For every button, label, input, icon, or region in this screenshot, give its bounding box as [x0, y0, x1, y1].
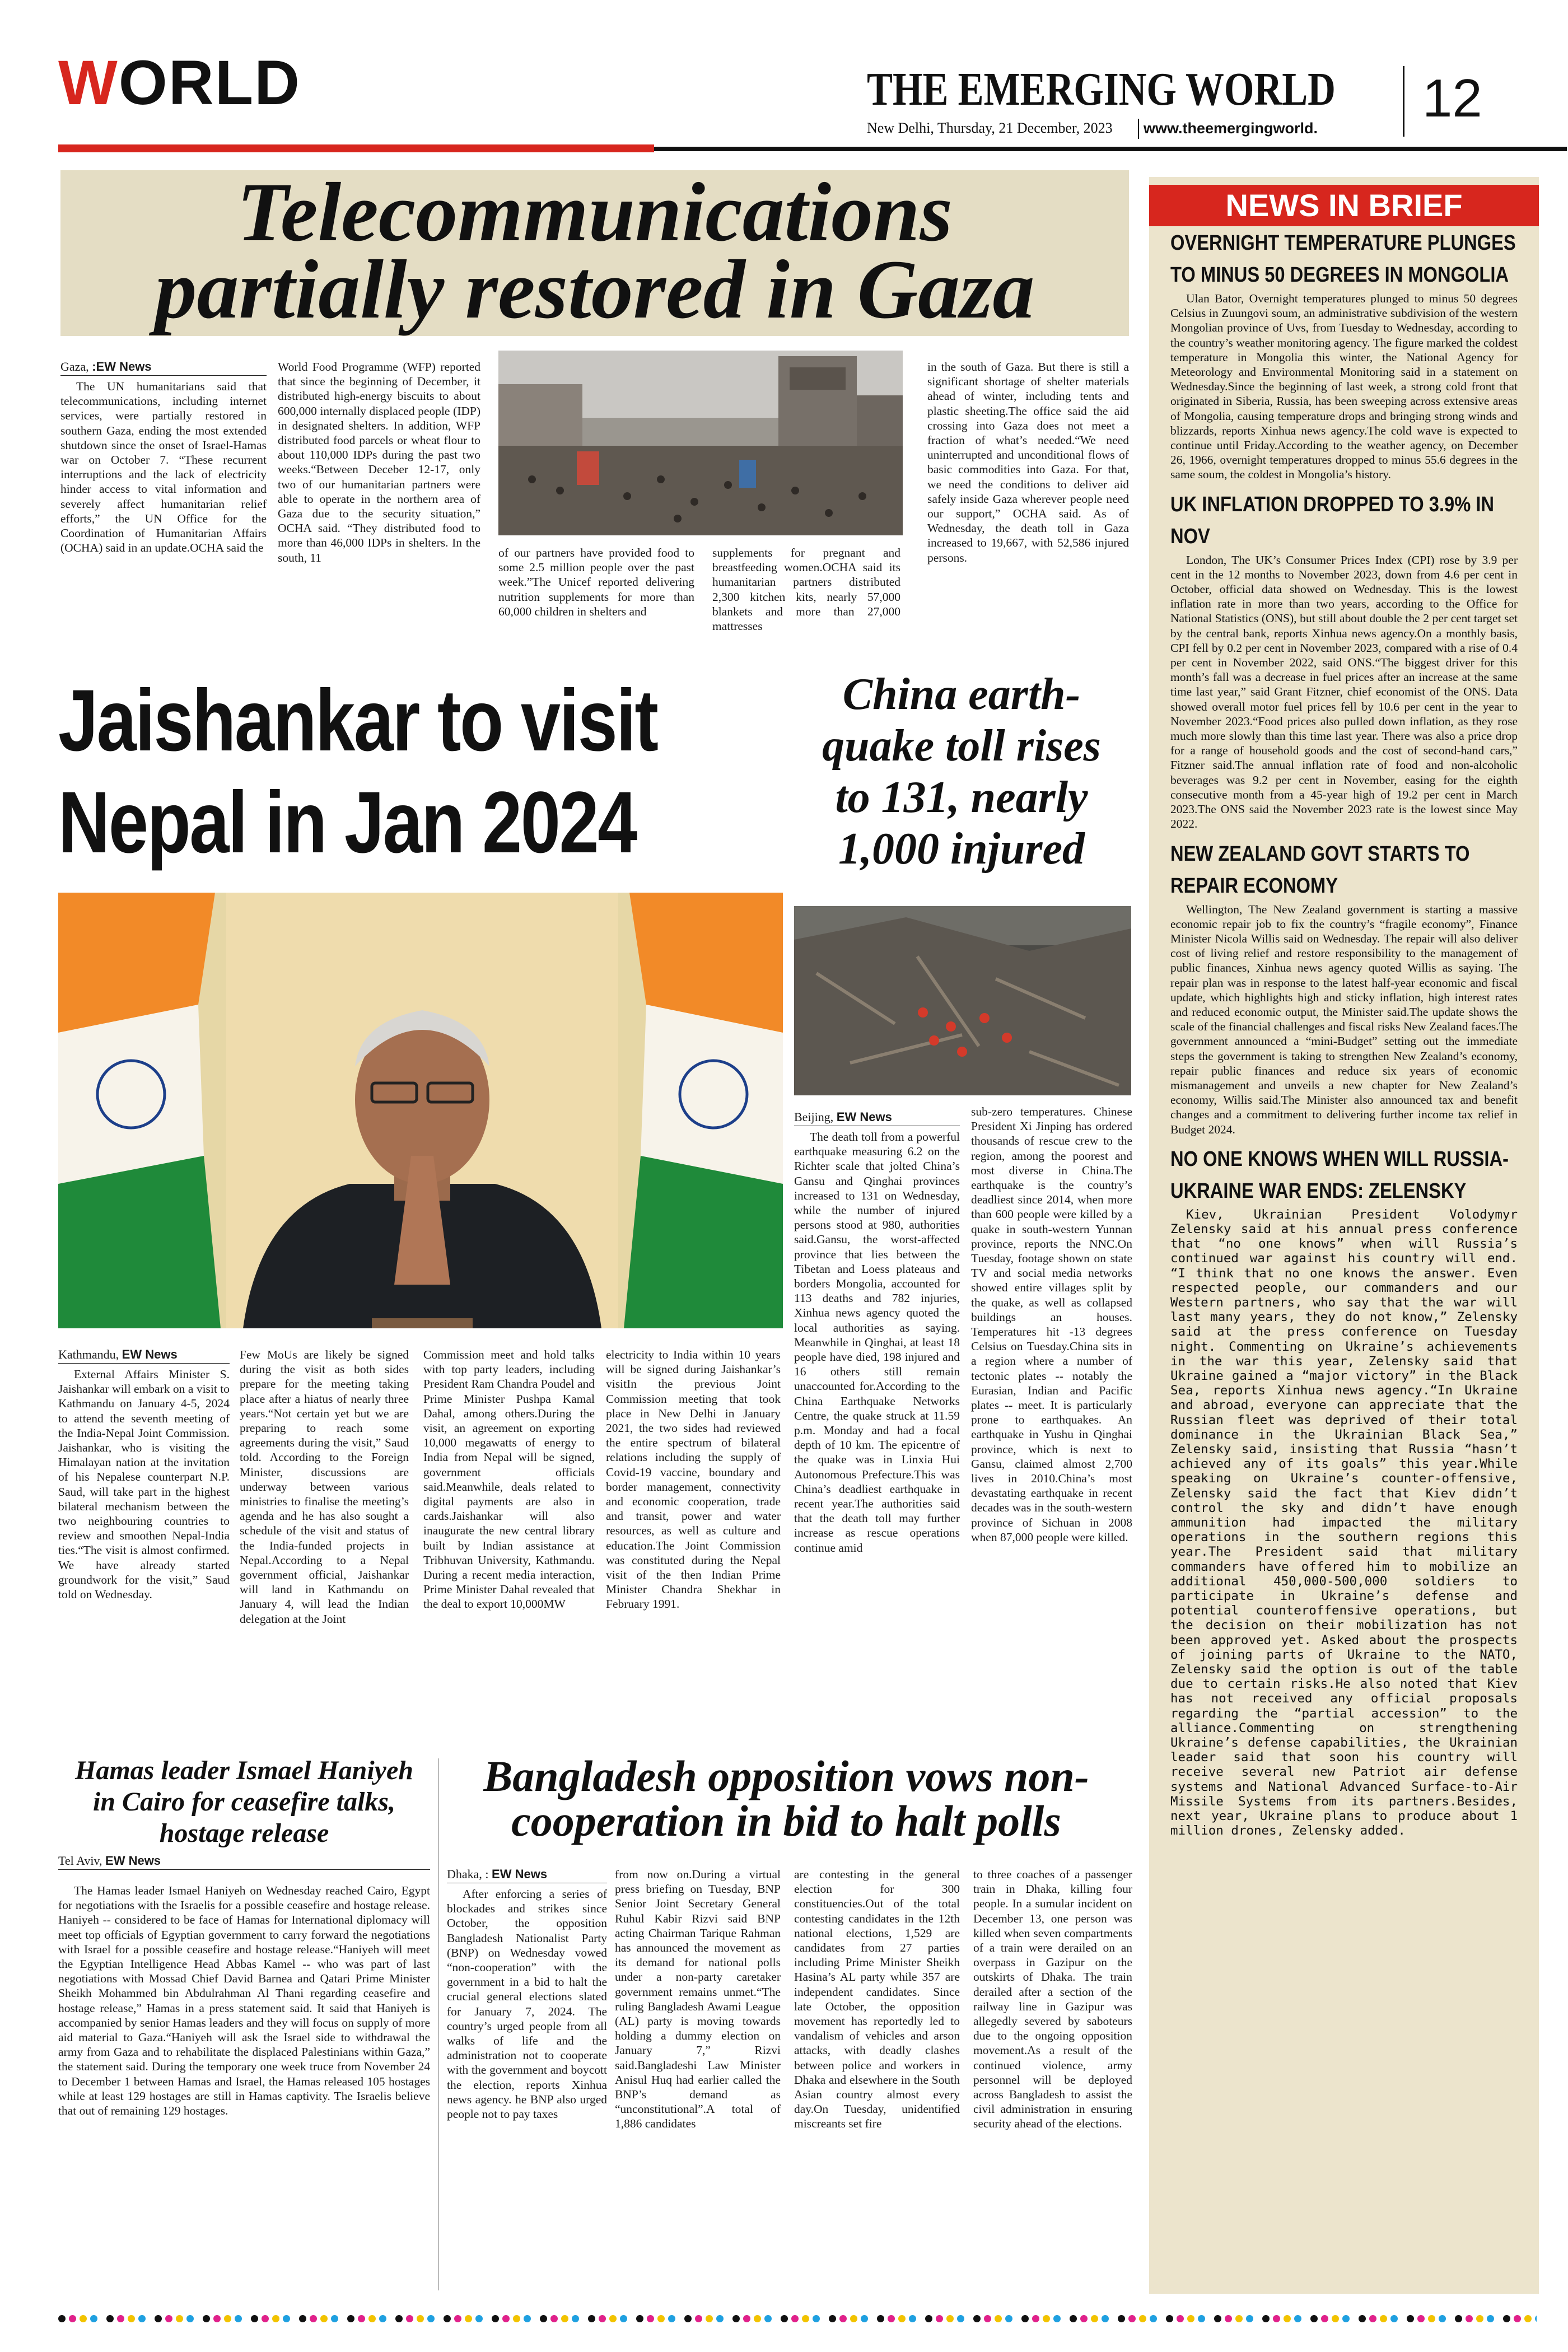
bangladesh-col4-text: to three coaches of a passenger train in Dhaka, killing four people. In a sumular incident on December 13, one person was killed when seven compartments of a train were derailed on an overpass in Gazipur on the outskirts of Dhaka. The train derailed after a section of the railway line in Gazipur was allegedly severed by saboteurs due to the ongoing opposition movement.As a result of the continued violence, army personnel will be deployed across Bangladesh to assist the civil administration in ensuring security ahead of the elections.	[973, 1868, 1132, 2131]
gaza-column-4	[712, 545, 900, 648]
brief-body-uk-inflation	[1170, 553, 1518, 832]
hamas-headline-line3: hostage release	[159, 1818, 329, 1848]
registration-dot	[1342, 2315, 1350, 2322]
nepal-col2-text: Few MoUs are likely be signed during the visit as both sides prepare for the meeting taking place after a hiatus of nearly three years.“Not certain yet but we are preparing to reach some agreements during the visit,” Saud told. According to the Foreign Minister, discussions are underway between various ministries to finalise the meeting’s agenda and he has also sought a schedule of the visit and status of the India-funded projects in Nepal.According to a Nepal government official, Jaishankar will land in Kathmandu on January 4, will lead the Indian delegation at the Joint	[240, 1348, 409, 1626]
brief-headline-uk-inflation: UK INFLATION DROPPED TO 3.9% IN NOV	[1170, 492, 1495, 548]
registration-dot	[358, 2315, 365, 2322]
china-headline-line3: to 131, nearly	[835, 773, 1088, 822]
registration-dot	[1390, 2315, 1398, 2322]
registration-dot	[1417, 2315, 1425, 2322]
registration-dot	[1294, 2315, 1301, 2322]
registration-dot	[984, 2315, 991, 2322]
section-title-first-letter: W	[58, 48, 119, 118]
registration-dot	[754, 2315, 761, 2322]
bangladesh-dateline-place: Dhaka, :	[447, 1867, 489, 1881]
registration-dot	[684, 2315, 692, 2322]
gaza-col5-text: in the south of Gaza. But there is still a significant shortage of shelter materials ahead of winter, including tents and plastic sheeting.The office said the aid crossing into Gaza does not meet a fraction of what’s needed.“We need uninterrupted and unconditional flows of basic commodities into Gaza. For that, we need the conditions to deliver aid safely inside Gaza wherever people need our support,” OCHA said. As of Wednesday, the death toll in Gaza increased to 19,667, with 52,586 injured persons.	[927, 360, 1129, 564]
nepal-column-1	[58, 1347, 230, 1735]
gaza-dateline-place: Gaza,	[60, 360, 89, 374]
registration-gap	[1257, 2315, 1259, 2322]
gaza-column-5	[927, 360, 1129, 646]
brief-body-mongolia	[1170, 291, 1518, 482]
registration-dot	[213, 2315, 221, 2322]
registration-dot	[1102, 2315, 1109, 2322]
registration-dot	[572, 2315, 579, 2322]
registration-dot	[620, 2315, 627, 2322]
registration-dot	[732, 2315, 740, 2322]
registration-dot	[609, 2315, 617, 2322]
registration-dot	[90, 2315, 97, 2322]
registration-gap	[245, 2315, 248, 2322]
section-title	[58, 48, 301, 118]
registration-dot	[1359, 2315, 1366, 2322]
registration-dot	[165, 2315, 172, 2322]
registration-dot	[1310, 2315, 1318, 2322]
registration-dot	[1150, 2315, 1157, 2322]
footer-registration-dots	[58, 2315, 1537, 2326]
issue-dateline: New Delhi, Thursday, 21 December, 2023	[867, 120, 1113, 136]
registration-dot	[1166, 2315, 1173, 2322]
registration-dot	[513, 2315, 520, 2322]
registration-dot	[128, 2315, 135, 2322]
china-dateline-place: Beijing,	[794, 1110, 834, 1124]
registration-dot	[186, 2315, 194, 2322]
hamas-dateline-place: Tel Aviv,	[58, 1854, 102, 1868]
registration-gap	[631, 2315, 633, 2322]
registration-dot	[1407, 2315, 1414, 2322]
registration-dot	[1284, 2315, 1291, 2322]
registration-dot	[861, 2315, 868, 2322]
registration-dot	[706, 2315, 713, 2322]
registration-dot	[839, 2315, 847, 2322]
registration-gap	[1208, 2315, 1211, 2322]
registration-dot	[379, 2315, 386, 2322]
registration-gap	[438, 2315, 440, 2322]
registration-dot	[946, 2315, 954, 2322]
registration-dot	[1439, 2315, 1446, 2322]
registration-dot	[1524, 2315, 1532, 2322]
bangladesh-dateline	[447, 1867, 607, 1883]
china-dateline-agency: EW News	[836, 1110, 892, 1124]
registration-dot	[1369, 2315, 1376, 2322]
registration-dot	[1235, 2315, 1243, 2322]
registration-dot	[1332, 2315, 1339, 2322]
registration-dot	[668, 2315, 675, 2322]
registration-dot	[368, 2315, 376, 2322]
registration-dot	[888, 2315, 895, 2322]
nepal-column-4	[606, 1347, 781, 1735]
bangladesh-column-4	[973, 1867, 1132, 2293]
registration-dot	[813, 2315, 820, 2322]
brief-body-uk-inflation-text: London, The UK’s Consumer Prices Index (CPI) rose by 3.9 per cent in the 12 months to November 2023, down from 4.6 per cent in October, official data showed on Wednesday. This is the lowest inflation rate in more than two years, according to the Office for National Statistics (ONS), but still about double the 2 per cent target set by the central bank, reports Xinhua news agency.On a monthly basis, CPI fell by 0.2 per cent in November 2023, compared with a rise of 0.4 per cent in November 2022, said ONS.“The biggest driver for this month’s fall was a decrease in fuel prices after an increase at the same time last year,” said Grant Fitzner, chief economist of the ONS. Data showed overall motor fuel prices fell by 10.6 per cent in the year to November 2023.“Food prices also pulled down inflation, as they rose much more slowly than this time last year. There was also a price drop for a range of household goods and the cost of second-hand cars,” Fitzner said.The annual inflation rate of food and non-alcoholic beverages was 9.2 per cent in November, easing for the eighth consecutive month from a 45-year high of 19.2 per cent in March 2023.The ONS said the November 2023 rate is the lowest since May 2022.	[1170, 553, 1518, 831]
registration-dot	[1070, 2315, 1077, 2322]
hamas-body-text: The Hamas leader Ismael Haniyeh on Wednesday reached Cairo, Egypt for negotiations with the Israelis for a possible ceasefire and hostage release. Haniyeh -- considered to be face of Hamas for International diplomacy will meet top officials of Egyptian government to carry forward the negotiations with Israel for a possible ceasefire and hostage release.“Haniyeh will meet the Egyptian Intelligence Head Abbas Kamel -- who was part of last negotiations with Mossad Chief David Barnea and Qatari Prime Minister Sheikh Mohammed bin Abdulrahman Al Thani regarding ceasefire and hostage release,” Hamas in a press statement said. It said that Haniyeh is accompanied by senior Hamas leaders and they will focus on supply of more aid material to Gaza.“Haniyeh will ask the Israel side to withdrawal the army from Gaza and to rehabilitate the displaced Palestinians within Gaza,” the statement said. During the temporary one week truce from November 24 to December 1 between Hamas and Israel, the Hamas released 105 hostages while at least 129 hostages are still in Hamas captivity. The Israelis believe that out of remaining 129 hostages.	[58, 1884, 430, 2118]
registration-dot	[791, 2315, 799, 2322]
registration-dot	[599, 2315, 606, 2322]
registration-gap	[823, 2315, 825, 2322]
brief-body-zelensky	[1170, 1207, 1518, 1838]
header-rule-right	[654, 147, 1567, 151]
registration-dot	[561, 2315, 568, 2322]
registration-dot	[1187, 2315, 1194, 2322]
registration-dot	[1043, 2315, 1050, 2322]
registration-gap	[1497, 2315, 1500, 2322]
paper-name: THE EMERGING WORLD	[867, 63, 1336, 115]
registration-dot	[224, 2315, 231, 2322]
registration-dot	[1128, 2315, 1136, 2322]
nepal-dateline	[58, 1347, 230, 1364]
registration-dot	[1476, 2315, 1483, 2322]
nepal-dateline-agency: EW News	[122, 1347, 178, 1361]
registration-dot	[454, 2315, 461, 2322]
registration-dot	[1139, 2315, 1146, 2322]
registration-dot	[925, 2315, 932, 2322]
registration-dot	[1514, 2315, 1521, 2322]
china-col2-text: sub-zero temperatures. Chinese President Xi Jinping has ordered thousands of rescue crew to the region, among the poorest and most diverse in China.The earthquake is the country’s deadliest since 2014, when more than 600 people were killed by a quake in south-western Yunnan province, reports the NNC.On Tuesday, footage shown on state TV and social media networks showed entire villages split by the quake, as well as collapsed buildings an houses. Temperatures hit -13 degrees Celsius on Tuesday.China sits in a region where a number of tectonic plates -- notably the Eurasian, Indian and Pacific plates -- meet. It is particularly prone to earthquakes. An earthquake in Yushu in Qinghai province, which is next to Gansu, claimed almost 2,700 lives in 2010.China’s most devastating earthquake in recent decades was in the south-western province of Sichuan in 2008 when 87,000 people were killed.	[971, 1105, 1132, 1544]
nepal-dateline-place: Kathmandu,	[58, 1347, 119, 1361]
registration-dot	[235, 2315, 242, 2322]
china-column-2	[971, 1104, 1132, 1623]
registration-dot	[320, 2315, 328, 2322]
registration-dot	[743, 2315, 750, 2322]
registration-dot	[262, 2315, 269, 2322]
registration-dot	[444, 2315, 451, 2322]
bangladesh-column-3	[794, 1867, 960, 2293]
registration-gap	[390, 2315, 392, 2322]
bangladesh-col1-text: After enforcing a series of blockades and strikes since October, the opposition Bangladesh Nationalist Party (BNP) on Wednesday vowed “non-cooperation” with the government in a bid to halt the crucial general elections slated for January 7, 2024. The country’s urged people from all walks of life and the administration not to cooperate with the government and boycott the election, reports Xinhua news agency. he BNP also urged people not to pay taxes	[447, 1887, 607, 2121]
registration-dot	[1503, 2315, 1510, 2322]
registration-gap	[775, 2315, 777, 2322]
bangladesh-dateline-agency: EW News	[492, 1867, 548, 1881]
registration-dot	[1380, 2315, 1387, 2322]
nepal-headline-line2: Nepal in Jan 2024	[58, 774, 636, 871]
registration-dot	[58, 2315, 66, 2322]
china-column-1	[794, 1110, 960, 1623]
bangladesh-column-1	[447, 1867, 607, 2293]
bangladesh-headline-line2: cooperation in bid to halt polls	[511, 1796, 1061, 1845]
registration-dot	[1487, 2315, 1494, 2322]
registration-dot	[802, 2315, 809, 2322]
registration-dot	[138, 2315, 146, 2322]
registration-dot	[417, 2315, 424, 2322]
nepal-column-3	[423, 1347, 595, 1735]
brief-body-zelensky-text: Kiev, Ukrainian President Volodymyr Zelensky said at his annual press conference that “no one knows” when will Russia’s continued war against his country will end. “I think that no one knows the answer. Even respected people, our commanders and our Western partners, who say that the war will last many years, they do not know,” Zelensky said at the press conference on Tuesday night. Commenting on Ukraine’s achievements in the war this year, Zelensky said that Ukraine gained a “major victory” in the Black Sea, reports Xinhua news agency.“In Ukraine and abroad, everyone can appreciate that the Russian fleet was deprived of their total dominance in the Ukrainian Black Sea,” Zelensky said, insisting that Russia “hasn’t achieved any of its goals” this year.While speaking on Ukraine’s counter-offensive, Zelensky said the fact that Kiev didn’t control the sky and didn’t have enough ammunition had impacted the military operations in the southern regions this year.The President said that military commanders have offered him to mobilize an additional 450,000-500,000 soldiers to participate in Ukraine’s defense and potential counteroffensive operations, but the decision on their mobilization has not been approved yet. Asked about the prospects of joining parts of Ukraine to the NATO, Zelensky said the option is out of the table due to certain risks.He also noted that Kiev has not received any official proposals regarding the “partial accession” to the alliance.Commenting on strengthening Ukraine’s defense capabilities, the Ukrainian leader said that soon his country will receive several new Patriot air defense systems and National Advanced Surface-to-Air Missile Systems from its partners.Besides, next year, Ukraine plans to produce about 1 million drones, Zelensky added.	[1170, 1207, 1518, 1838]
hamas-dateline-agency: EW News	[105, 1854, 161, 1868]
registration-dot	[1021, 2315, 1029, 2322]
gaza-headline-line2: partially restored in Gaza	[155, 243, 1035, 336]
registration-dot	[647, 2315, 654, 2322]
registration-dot	[1455, 2315, 1462, 2322]
registration-dot	[406, 2315, 413, 2322]
registration-dot	[657, 2315, 665, 2322]
registration-dot	[1118, 2315, 1125, 2322]
registration-gap	[342, 2315, 344, 2322]
registration-dot	[716, 2315, 724, 2322]
registration-dot	[909, 2315, 916, 2322]
registration-gap	[679, 2315, 681, 2322]
registration-dot	[69, 2315, 76, 2322]
registration-dot	[310, 2315, 317, 2322]
registration-dot	[1053, 2315, 1061, 2322]
website-link[interactable]: www.theemergingworld.	[1144, 120, 1318, 137]
registration-dot	[973, 2315, 981, 2322]
nepal-col1-text: External Affairs Minister S. Jaishankar will embark on a visit to Kathmandu on January 4-5, 2024 to attend the seventh meeting of the India-Nepal Joint Commission. Jaishankar, who is visiting the Himalayan nation at the invitation of his Nepalese counterpart N.P. Saud, will take part in the highest bilateral mechanism between the two neighbouring countries to review and smoothen Nepal-India ties.“The visit is almost confirmed. We have already started groundwork for the visit,” Saud told on Wednesday.	[58, 1368, 230, 1602]
brief-body-new-zealand	[1170, 902, 1518, 1137]
page-number-divider	[1403, 66, 1404, 137]
nepal-headline	[58, 670, 786, 874]
nepal-col4-text: electricity to India within 10 years will be signed during Jaishankar’s visitIn the previous Joint Commission meeting that took place in New Delhi in January 2021, the two sides had reviewed the entire spectrum of bilateral relations including the supply of Covid-19 vaccine, boundary and border management, connectivity and economic cooperation, trade and transit, power and water resources, as well as culture and education.The Joint Commission was constituted during the Nepal visit of the then Indian Prime Minister Chandra Shekhar in February 1991.	[606, 1348, 781, 1611]
registration-dot	[695, 2315, 702, 2322]
brief-body-new-zealand-text: Wellington, The New Zealand government is starting a massive economic repair job to fix the country’s “fragile economy”, Finance Minister Nicola Willis said on Wednesday. The repair will also deliver cost of living relief and restore responsibility to the management of public finances, Xinhua news agency quoted Willis as saying. The repair plan was in response to the latest half-year economic and fiscal update, which highlights high and sticky inflation, high interest rates and reduced economic output, the Minister said.The update shows the scale of the financial challenges and fiscal risks New Zealand faces.The government announced a “mini-Budget” setting out the immediate steps the government is taking to strengthen New Zealand’s economy, repair public finances and reduce six years of economic mismanagement and unveils a new chapter for New Zealand’s economy, Willis said.The Minister also announced tax and benefit changes and a commitment to delivering further income tax relief in Budget 2024.	[1170, 902, 1518, 1136]
gaza-headline-box	[60, 166, 1129, 336]
registration-dot	[1273, 2315, 1280, 2322]
gaza-dateline-agency: :EW News	[92, 360, 152, 374]
registration-dot	[176, 2315, 183, 2322]
registration-dot	[781, 2315, 788, 2322]
registration-gap	[1016, 2315, 1018, 2322]
news-in-brief-title: NEWS IN BRIEF	[1225, 188, 1463, 223]
gaza-col2-text: World Food Programme (WFP) reported that since the beginning of December, it distributed high-energy biscuits to about 600,000 internally displaced people (IDP) in designated shelters. In addition, WFP distributed food parcels or wheat flour to about 110,000 IDPs during the past two weeks.“Between Deceber 12-17, only two of our humanitarian partners were able to operate in the northern area of Gaza due to the security situation,” OCHA said. “They distributed food to more than 46,000 IDPs in shelters. In the south, 11	[278, 360, 480, 564]
registration-dot	[117, 2315, 124, 2322]
gaza-col4-text: supplements for pregnant and breastfeeding women.OCHA said its humanitarian partners distributed 2,300 kitchen kits, nearly 57,000 blankets and more than 27,000 mattresses	[712, 546, 900, 633]
registration-gap	[1064, 2315, 1066, 2322]
registration-dot	[155, 2315, 162, 2322]
registration-dot	[829, 2315, 836, 2322]
news-in-brief-banner	[1149, 185, 1539, 226]
registration-gap	[149, 2315, 151, 2322]
registration-gap	[871, 2315, 874, 2322]
registration-gap	[582, 2315, 585, 2322]
china-headline	[791, 669, 1132, 875]
registration-gap	[1112, 2315, 1114, 2322]
registration-dot	[347, 2315, 354, 2322]
header-divider	[1138, 119, 1139, 139]
hamas-headline-line2: in Cairo for ceasefire talks,	[93, 1787, 395, 1817]
registration-dot	[283, 2315, 290, 2322]
registration-dot	[1005, 2315, 1012, 2322]
brief-headline-new-zealand: NEW ZEALAND GOVT STARTS TO REPAIR ECONOMY	[1170, 842, 1470, 898]
registration-dot	[272, 2315, 279, 2322]
hamas-dateline	[58, 1854, 430, 1870]
registration-dot	[995, 2315, 1002, 2322]
registration-dot	[1214, 2315, 1221, 2322]
bangladesh-headline-line1: Bangladesh opposition vows non-	[483, 1752, 1089, 1800]
registration-dot	[550, 2315, 558, 2322]
registration-dot	[936, 2315, 943, 2322]
hamas-column	[58, 1854, 430, 2290]
nepal-headline-line1: Jaishankar to visit	[58, 672, 657, 769]
registration-dot	[251, 2315, 258, 2322]
registration-gap	[534, 2315, 536, 2322]
registration-gap	[1305, 2315, 1307, 2322]
bangladesh-col3-text: are contesting in the general election for 300 constituencies.Out of the total contesting candidates in the 12th national elections, 1,529 are candidates from 27 parties including Prime Minister Sheikh Hasina’s AL party while 357 are independent candidates. Since late October, the opposition movement has reportedly led to vandalism of vehicles and arson attacks, with deadly clashes between police and workers in Dhaka and elsewhere in the South Asian country almost every day.On Tuesday, unidentified miscreants set fire	[794, 1868, 960, 2131]
gaza-column-1	[60, 360, 267, 640]
gaza-column-3	[498, 545, 694, 648]
page-number: 12	[1422, 68, 1482, 128]
registration-gap	[101, 2315, 103, 2322]
registration-gap	[1353, 2315, 1355, 2322]
earthquake-photo	[794, 906, 1131, 1095]
registration-gap	[920, 2315, 922, 2322]
brief-headline-mongolia: OVERNIGHT TEMPERATURE PLUNGES TO MINUS 50 DEGREES IN MONGOLIA	[1170, 231, 1516, 287]
registration-dot	[395, 2315, 403, 2322]
registration-gap	[1401, 2315, 1403, 2322]
registration-dot	[898, 2315, 906, 2322]
gaza-headline-line1: Telecommunications	[237, 166, 953, 259]
registration-dot	[1091, 2315, 1098, 2322]
registration-gap	[968, 2315, 970, 2322]
registration-dot	[502, 2315, 510, 2322]
registration-dot	[540, 2315, 547, 2322]
china-headline-line1: China earth-	[842, 670, 1081, 719]
registration-dot	[1535, 2315, 1537, 2322]
registration-dot	[1262, 2315, 1270, 2322]
registration-dot	[80, 2315, 87, 2322]
registration-gap	[1449, 2315, 1452, 2322]
gaza-column-2	[278, 360, 480, 646]
gaza-crowd-photo	[498, 351, 903, 535]
hamas-headline	[58, 1755, 430, 1849]
header-rule	[58, 144, 654, 152]
registration-gap	[197, 2315, 199, 2322]
registration-dot	[1321, 2315, 1328, 2322]
registration-dot	[465, 2315, 472, 2322]
registration-gap	[1160, 2315, 1163, 2322]
registration-dot	[106, 2315, 114, 2322]
registration-dot	[1198, 2315, 1205, 2322]
gaza-col1-text: The UN humanitarians said that telecommunications, including internet services, were partially restored in southern Gaza, ending the most extended shutdown since the onset of Israel-Hamas war on October 7. “These recurrent interruptions and the lack of electricity hinder access to vital information and severely affect humanitarian relief efforts,” the UN Office for the Coordination of Humanitarian Affairs (OCHA) said in an update.OCHA said the	[60, 380, 267, 555]
nepal-col3-text: Commission meet and hold talks with top party leaders, including President Ram Chandra Poudel and Prime Minister Pushpa Kamal Dahal, among others.During the visit, an agreement on exporting 10,000 megawatts of energy to India from Nepal will be signed, government officials said.Meanwhile, deals related to digital payments are also in cards.Jaishankar will also inaugurate the new central library built by Indian assistance at Tribhuvan University, Kathmandu. During a recent media interaction, Prime Minister Dahal revealed that the deal to export 10,000MW	[423, 1348, 595, 1611]
registration-dot	[877, 2315, 884, 2322]
gaza-col3-text: of our partners have provided food to some 2.5 million people over the past week.”The Unicef reported delivering nutrition supplements for more than 60,000 children in shelters and	[498, 546, 694, 618]
china-col1-text: The death toll from a powerful earthquake measuring 6.2 on the Richter scale that jolted China’s Gansu and Qinghai provinces increased to 131 on Wednesday, while the number of injured persons stood at 980, authorities said.Gansu, the worst-affected province that lies between the Tibetan and Loess plateaus and borders Mongolia, accounted for 113 deaths and 782 injuries, Xinhua news agency quoted the local authorities as saying. Meanwhile in Qinghai, at least 18 people have died, 198 injured and 16 others still remain unaccounted for.According to the China Earthquake Networks Centre, the quake struck at 11.59 p.m. Monday and had a focal depth of 10 km. The epicentre of the quake was in Linxia Hui Autonomous Prefecture.This was China’s deadliest earthquake in recent year.The authorities said that the death toll may further increase as rescue operations continue amid	[794, 1130, 960, 1555]
jaishankar-photo	[58, 893, 783, 1328]
registration-dot	[957, 2315, 964, 2322]
registration-dot	[1032, 2315, 1039, 2322]
registration-dot	[1466, 2315, 1473, 2322]
registration-gap	[293, 2315, 296, 2322]
bangladesh-col2-text: from now on.During a virtual press briefing on Tuesday, BNP Senior Joint Secretary General Ruhul Kabir Rizvi said BNP acting Chairman Tarique Rahman has announced the movement as its demand for national polls under a non-party caretaker government remains unmet.“The ruling Bangladesh Awami League (AL) party is moving towards holding a dummy election on January 7,” Rizvi said.Bangladeshi Law Minister Anisul Huq had earlier called the BNP’s demand as “unconstitutional”.A total of 1,886 candidates	[615, 1868, 781, 2131]
registration-dot	[427, 2315, 435, 2322]
section-title-rest: ORLD	[118, 48, 301, 118]
registration-dot	[475, 2315, 483, 2322]
registration-dot	[331, 2315, 338, 2322]
registration-dot	[1177, 2315, 1184, 2322]
registration-dot	[299, 2315, 306, 2322]
bangladesh-column-2	[615, 1867, 781, 2293]
gaza-dateline	[60, 360, 267, 376]
registration-dot	[492, 2315, 499, 2322]
registration-dot	[1428, 2315, 1435, 2322]
china-headline-line4: 1,000 injured	[838, 824, 1085, 874]
registration-dot	[1225, 2315, 1232, 2322]
registration-dot	[588, 2315, 595, 2322]
news-in-brief-content	[1170, 227, 1518, 2283]
brief-body-mongolia-text: Ulan Bator, Overnight temperatures plunged to minus 50 degrees Celsius in Zuungovi soum, an administrative subdivision of the western Mongolian province of Uvs, from Tuesday to Wednesday, according to the country’s weather monitoring agency. The figure marked the coldest temperature in Mongolia this winter, the National Agency for Meteorology and Environmental Monitoring said in a statement on Wednesday.Since the beginning of last week, a strong cold front that originated in Siberia, Russia, has been sweeping across extensive areas of Mongolia, causing temperature drops and bringing strong winds and blizzards, reports Xinhua news agency.The cold wave is expected to continue until Friday.According to the weather agency, on December 26, 1966, overnight temperatures dropped to minus 55.6 degrees in the same soum, the coldest in Mongolia’s history.	[1170, 292, 1518, 482]
brief-headline-zelensky: NO ONE KNOWS WHEN WILL RUSSIA-UKRAINE WAR ENDS: ZELENSKY	[1170, 1147, 1509, 1203]
registration-gap	[486, 2315, 488, 2322]
registration-dot	[764, 2315, 772, 2322]
nepal-column-2	[240, 1347, 409, 1735]
registration-dot	[850, 2315, 857, 2322]
registration-dot	[1246, 2315, 1253, 2322]
registration-dot	[636, 2315, 643, 2322]
china-dateline	[794, 1110, 960, 1126]
registration-gap	[727, 2315, 729, 2322]
registration-dot	[203, 2315, 210, 2322]
hamas-headline-line1: Hamas leader Ismael Haniyeh	[75, 1756, 413, 1785]
registration-dot	[1080, 2315, 1088, 2322]
registration-dot	[524, 2315, 531, 2322]
bangladesh-headline	[437, 1754, 1136, 1844]
china-headline-line2: quake toll rises	[822, 721, 1101, 771]
